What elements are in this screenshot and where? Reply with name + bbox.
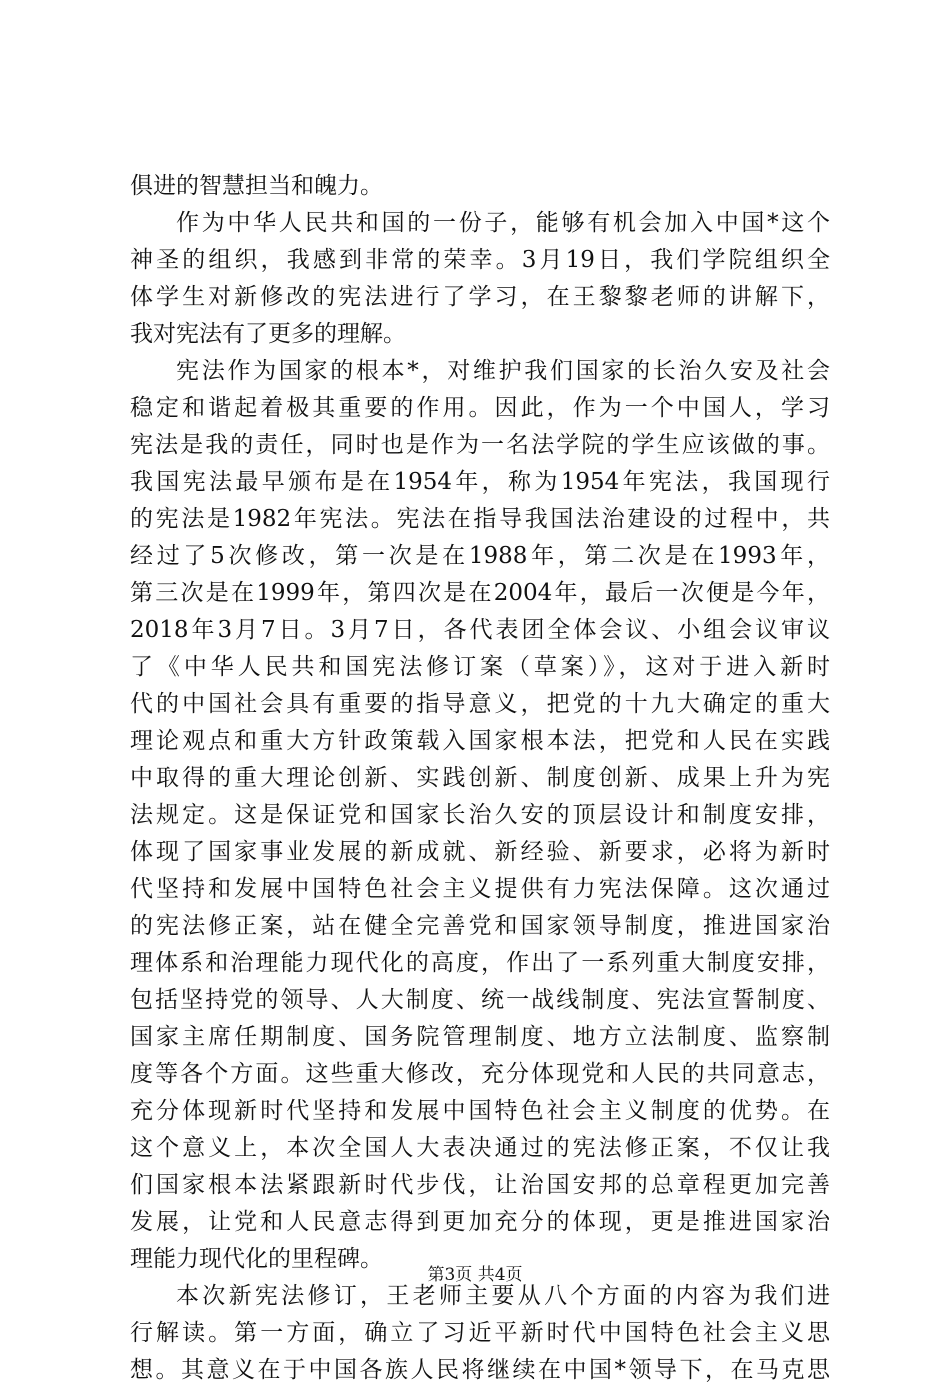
text-line: 宪法是我的责任，同时也是作为一名法学院的学生应该做的事。 xyxy=(130,432,830,458)
text-line: 的宪法是1982年宪法。宪法在指导我国法治建设的过程中，共 xyxy=(130,506,830,532)
text-line: 稳定和谐起着极其重要的作用。因此，作为一个中国人，学习 xyxy=(130,395,830,421)
document-body xyxy=(130,168,830,1389)
text-line: 的宪法修正案，站在健全完善党和国家领导制度，推进国家治 xyxy=(130,913,830,939)
text-line: 体学生对新修改的宪法进行了学习，在王黎黎老师的讲解下， xyxy=(130,284,830,310)
text-line: 法规定。这是保证党和国家长治久安的顶层设计和制度安排， xyxy=(130,802,830,828)
text-line: 我国宪法最早颁布是在1954年，称为1954年宪法，我国现行 xyxy=(130,469,830,495)
text-line: 俱进的智慧担当和魄力。 xyxy=(130,173,383,199)
text-line: 了《中华人民共和国宪法修订案（草案）》，这对于进入新时 xyxy=(130,654,830,680)
text-line: 这个意义上，本次全国人大表决通过的宪法修正案，不仅让我 xyxy=(130,1135,830,1161)
text-line: 代坚持和发展中国特色社会主义提供有力宪法保障。这次通过 xyxy=(130,876,830,902)
text-line: 理能力现代化的里程碑。 xyxy=(130,1246,383,1272)
text-line: 2018年3月7日。3月7日，各代表团全体会议、小组会议审议 xyxy=(130,617,830,643)
text-line: 度等各个方面。这些重大修改，充分体现党和人民的共同意志， xyxy=(130,1061,830,1087)
text-line: 理体系和治理能力现代化的高度，作出了一系列重大制度安排， xyxy=(130,950,830,976)
text-line: 包括坚持党的领导、人大制度、统一战线制度、宪法宣誓制度、 xyxy=(130,987,830,1013)
text-line: 作为中华人民共和国的一份子，能够有机会加入中国*这个 xyxy=(176,210,830,236)
text-line: 中取得的重大理论创新、实践创新、制度创新、成果上升为宪 xyxy=(130,765,830,791)
page-number-footer: 第3页 共4页 xyxy=(427,1265,523,1285)
text-line: 经过了5次修改，第一次是在1988年，第二次是在1993年， xyxy=(130,543,830,569)
text-line: 行解读。第一方面，确立了习近平新时代中国特色社会主义思 xyxy=(130,1320,830,1346)
text-line: 体现了国家事业发展的新成就、新经验、新要求，必将为新时 xyxy=(130,839,830,865)
text-line: 第三次是在1999年，第四次是在2004年，最后一次便是今年， xyxy=(130,580,830,606)
text-line: 们国家根本法紧跟新时代步伐，让治国安邦的总章程更加完善 xyxy=(130,1172,830,1198)
text-line: 我对宪法有了更多的理解。 xyxy=(130,321,406,347)
text-line: 国家主席任期制度、国务院管理制度、地方立法制度、监察制 xyxy=(130,1024,830,1050)
text-line: 发展，让党和人民意志得到更加充分的体现，更是推进国家治 xyxy=(130,1209,830,1235)
text-line: 代的中国社会具有重要的指导意义，把党的十九大确定的重大 xyxy=(130,691,830,717)
text-line: 神圣的组织，我感到非常的荣幸。3月19日，我们学院组织全 xyxy=(130,247,830,273)
text-line: 本次新宪法修订，王老师主要从八个方面的内容为我们进 xyxy=(176,1283,830,1309)
text-line: 充分体现新时代坚持和发展中国特色社会主义制度的优势。在 xyxy=(130,1098,830,1124)
text-line: 理论观点和重大方针政策载入国家根本法，把党和人民在实践 xyxy=(130,728,830,754)
text-line: 想。其意义在于中国各族人民将继续在中国*领导下，在马克思 xyxy=(130,1357,830,1383)
text-line: 宪法作为国家的根本*，对维护我们国家的长治久安及社会 xyxy=(176,358,830,384)
